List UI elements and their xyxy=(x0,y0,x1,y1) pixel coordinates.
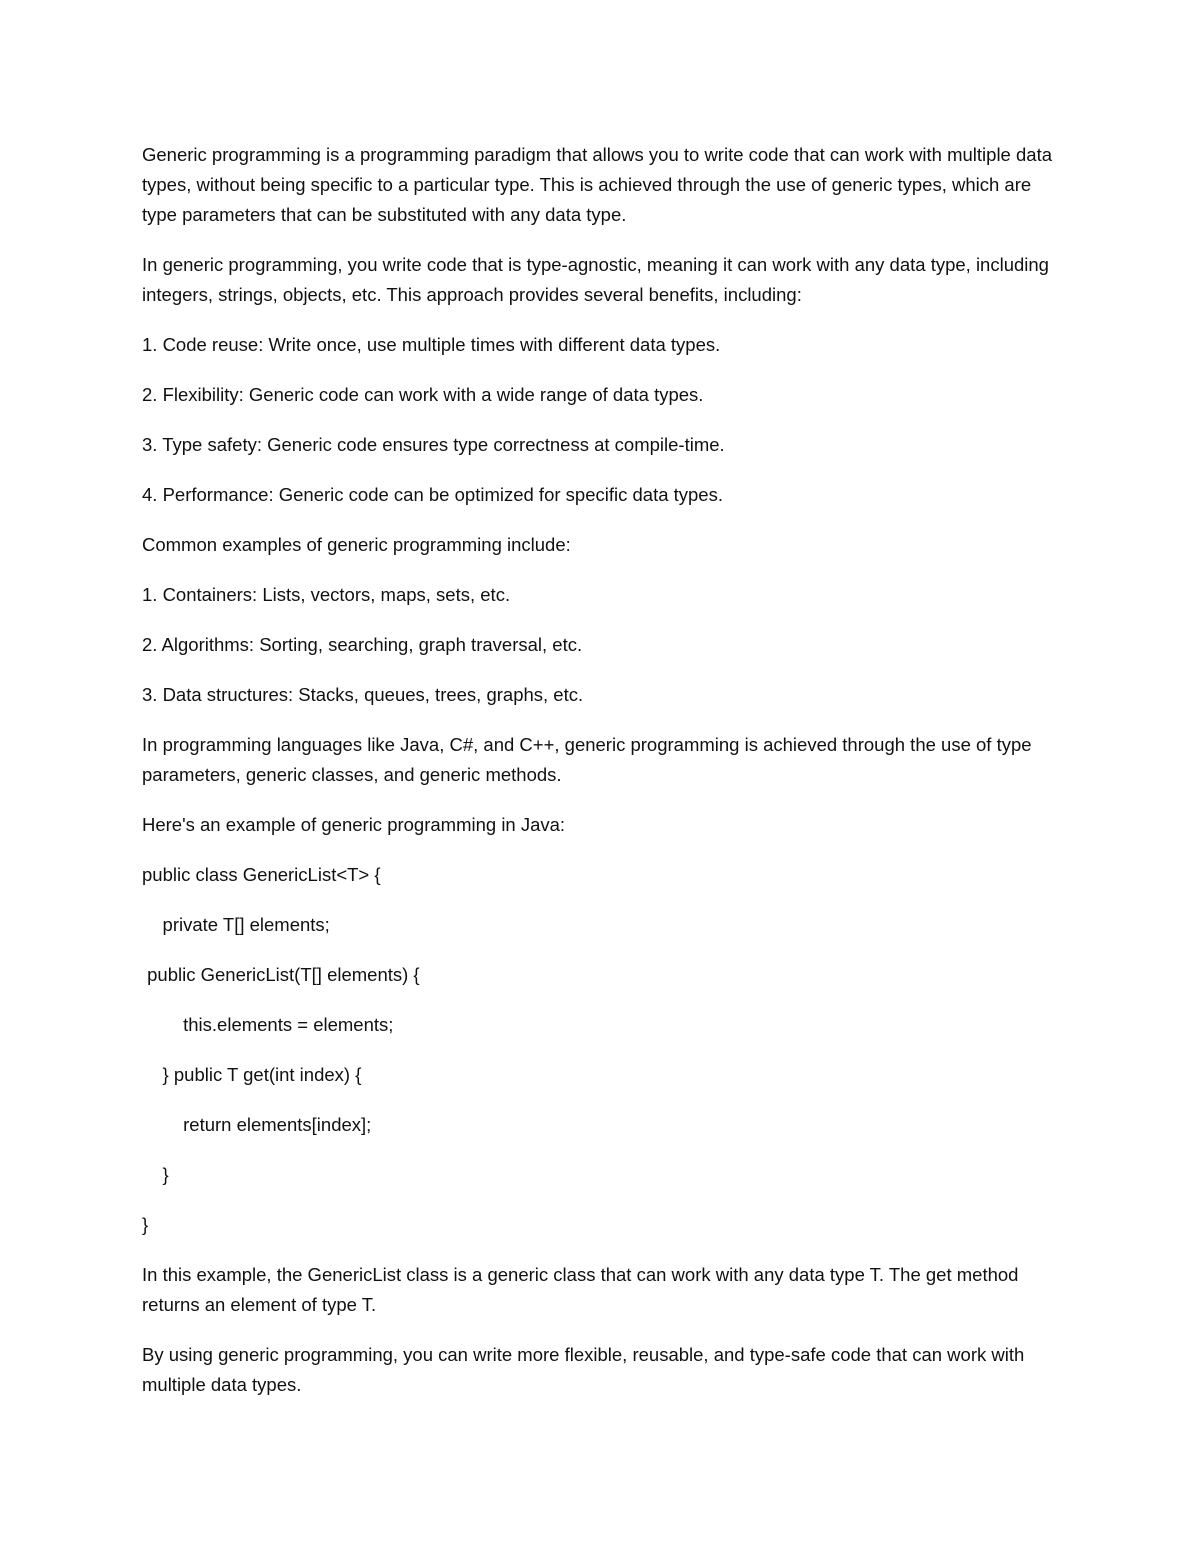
conclusion-paragraph: By using generic programming, you can write more flexible, reusable, and type-safe code that can work with multiple data types. xyxy=(142,1344,1030,1395)
code-line: public GenericList(T[] elements) { xyxy=(142,964,420,985)
code-line: public class GenericList<T> { xyxy=(142,864,381,885)
example-item: 3. Data structures: Stacks, queues, trees, graphs, etc. xyxy=(142,684,584,705)
code-line: } xyxy=(142,1164,169,1185)
example-item: 1. Containers: Lists, vectors, maps, sets, etc. xyxy=(142,584,511,605)
code-line: return elements[index]; xyxy=(142,1114,372,1135)
java-example-intro: Here's an example of generic programming in Java: xyxy=(142,814,566,835)
type-agnostic-paragraph: In generic programming, you write code that is type-agnostic, meaning it can work with any data type, including integers, strings, objects, etc. This approach provides several benefits, including: xyxy=(142,254,1055,305)
code-line: private T[] elements; xyxy=(142,914,330,935)
code-line: } public T get(int index) { xyxy=(142,1064,362,1085)
intro-paragraph: Generic programming is a programming paradigm that allows you to write code that can work with multiple data types, without being specific to a particular type. This is achieved through the use of generic types, which are type parameters that can be substituted with any data type. xyxy=(142,144,1058,225)
benefit-item: 3. Type safety: Generic code ensures type correctness at compile-time. xyxy=(142,434,725,455)
examples-heading-paragraph: Common examples of generic programming include: xyxy=(142,534,571,555)
benefit-item: 1. Code reuse: Write once, use multiple times with different data types. xyxy=(142,334,721,355)
document-page xyxy=(142,140,1062,1420)
code-line: } xyxy=(142,1214,149,1235)
languages-paragraph: In programming languages like Java, C#, and C++, generic programming is achieved through the use of type parameters, generic classes, and generic methods. xyxy=(142,734,1037,785)
example-item: 2. Algorithms: Sorting, searching, graph traversal, etc. xyxy=(142,634,583,655)
benefit-item: 2. Flexibility: Generic code can work with a wide range of data types. xyxy=(142,384,704,405)
code-block xyxy=(142,860,1062,1240)
benefit-item: 4. Performance: Generic code can be optimized for specific data types. xyxy=(142,484,723,505)
code-line: this.elements = elements; xyxy=(142,1014,394,1035)
example-explanation-paragraph: In this example, the GenericList class is a generic class that can work with any data type T. The get method returns an element of type T. xyxy=(142,1264,1024,1315)
